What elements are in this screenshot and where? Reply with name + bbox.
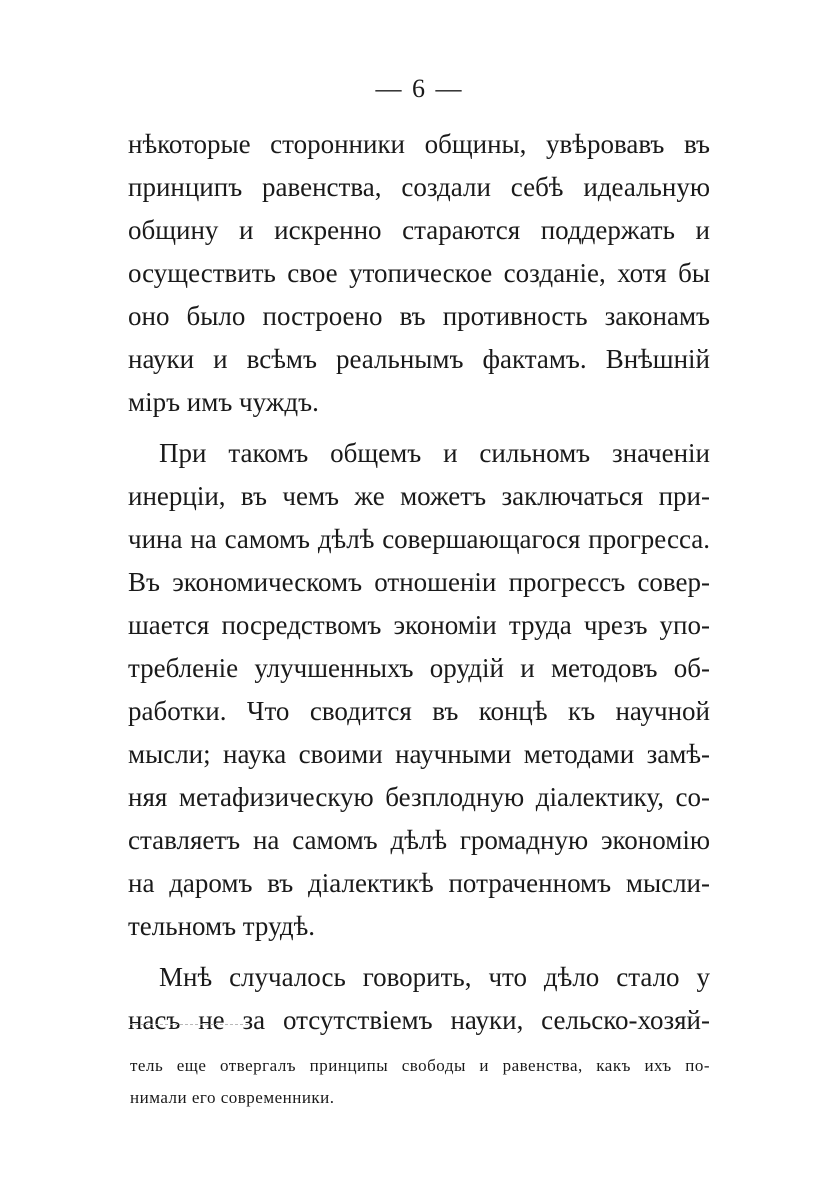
footnote-line: нимали его современники.	[130, 1088, 335, 1107]
paragraph-gap	[128, 948, 710, 956]
footnote	[130, 1050, 710, 1114]
text-line: тельномъ трудѣ.	[128, 911, 316, 941]
text-line: шается посредствомъ экономіи труда чрезъ упо-	[128, 610, 710, 640]
text-line: инерціи, въ чемъ же можетъ заключаться при-	[128, 481, 710, 511]
text-line: насъ не за отсутствіемъ науки, сельско-хозяй-	[128, 1005, 710, 1035]
text-line: При такомъ общемъ и сильномъ значеніи	[159, 438, 710, 468]
text-line: мысли; наука своими научными методами замѣ-	[128, 739, 710, 769]
main-text	[128, 123, 710, 1042]
text-line: нѣкоторые сторонники общины, увѣровавъ въ	[128, 129, 710, 159]
text-line: науки и всѣмъ реальнымъ фактамъ. Внѣшній	[128, 344, 710, 374]
page-number: — 6 —	[375, 74, 464, 103]
text-line: на даромъ въ діалектикѣ потраченномъ мысли-	[128, 868, 710, 898]
text-line: няя метафизическую безплодную діалектику, со-	[128, 782, 710, 812]
text-line: Въ экономическомъ отношеніи прогрессъ совер-	[128, 567, 710, 597]
paragraph	[128, 123, 710, 424]
text-line: осуществить свое утопическое созданіе, хотя бы	[128, 258, 710, 288]
text-line: чина на самомъ дѣлѣ совершающагося прогресса.	[128, 524, 710, 554]
paragraph-gap	[128, 424, 710, 432]
text-line: міръ имъ чуждъ.	[128, 387, 319, 417]
text-line: требленіе улучшенныхъ орудій и методовъ об-	[128, 653, 710, 683]
text-line: оно было построено въ противность законамъ	[128, 301, 710, 331]
paragraph	[128, 956, 710, 1042]
text-line: работки. Что сводится въ концѣ къ научной	[128, 696, 710, 726]
text-line: принципъ равенства, создали себѣ идеальную	[128, 172, 710, 202]
text-line: общину и искренно стараются поддержать и	[128, 215, 710, 245]
text-line: Мнѣ случалось говорить, что дѣло стало у	[159, 962, 710, 992]
footnote-separator	[130, 1024, 248, 1025]
paragraph	[128, 432, 710, 948]
footnote-line: тель еще отвергалъ принципы свободы и равенства, какъ ихъ по-	[130, 1056, 710, 1075]
text-line: ставляетъ на самомъ дѣлѣ громадную экономію	[128, 825, 710, 855]
